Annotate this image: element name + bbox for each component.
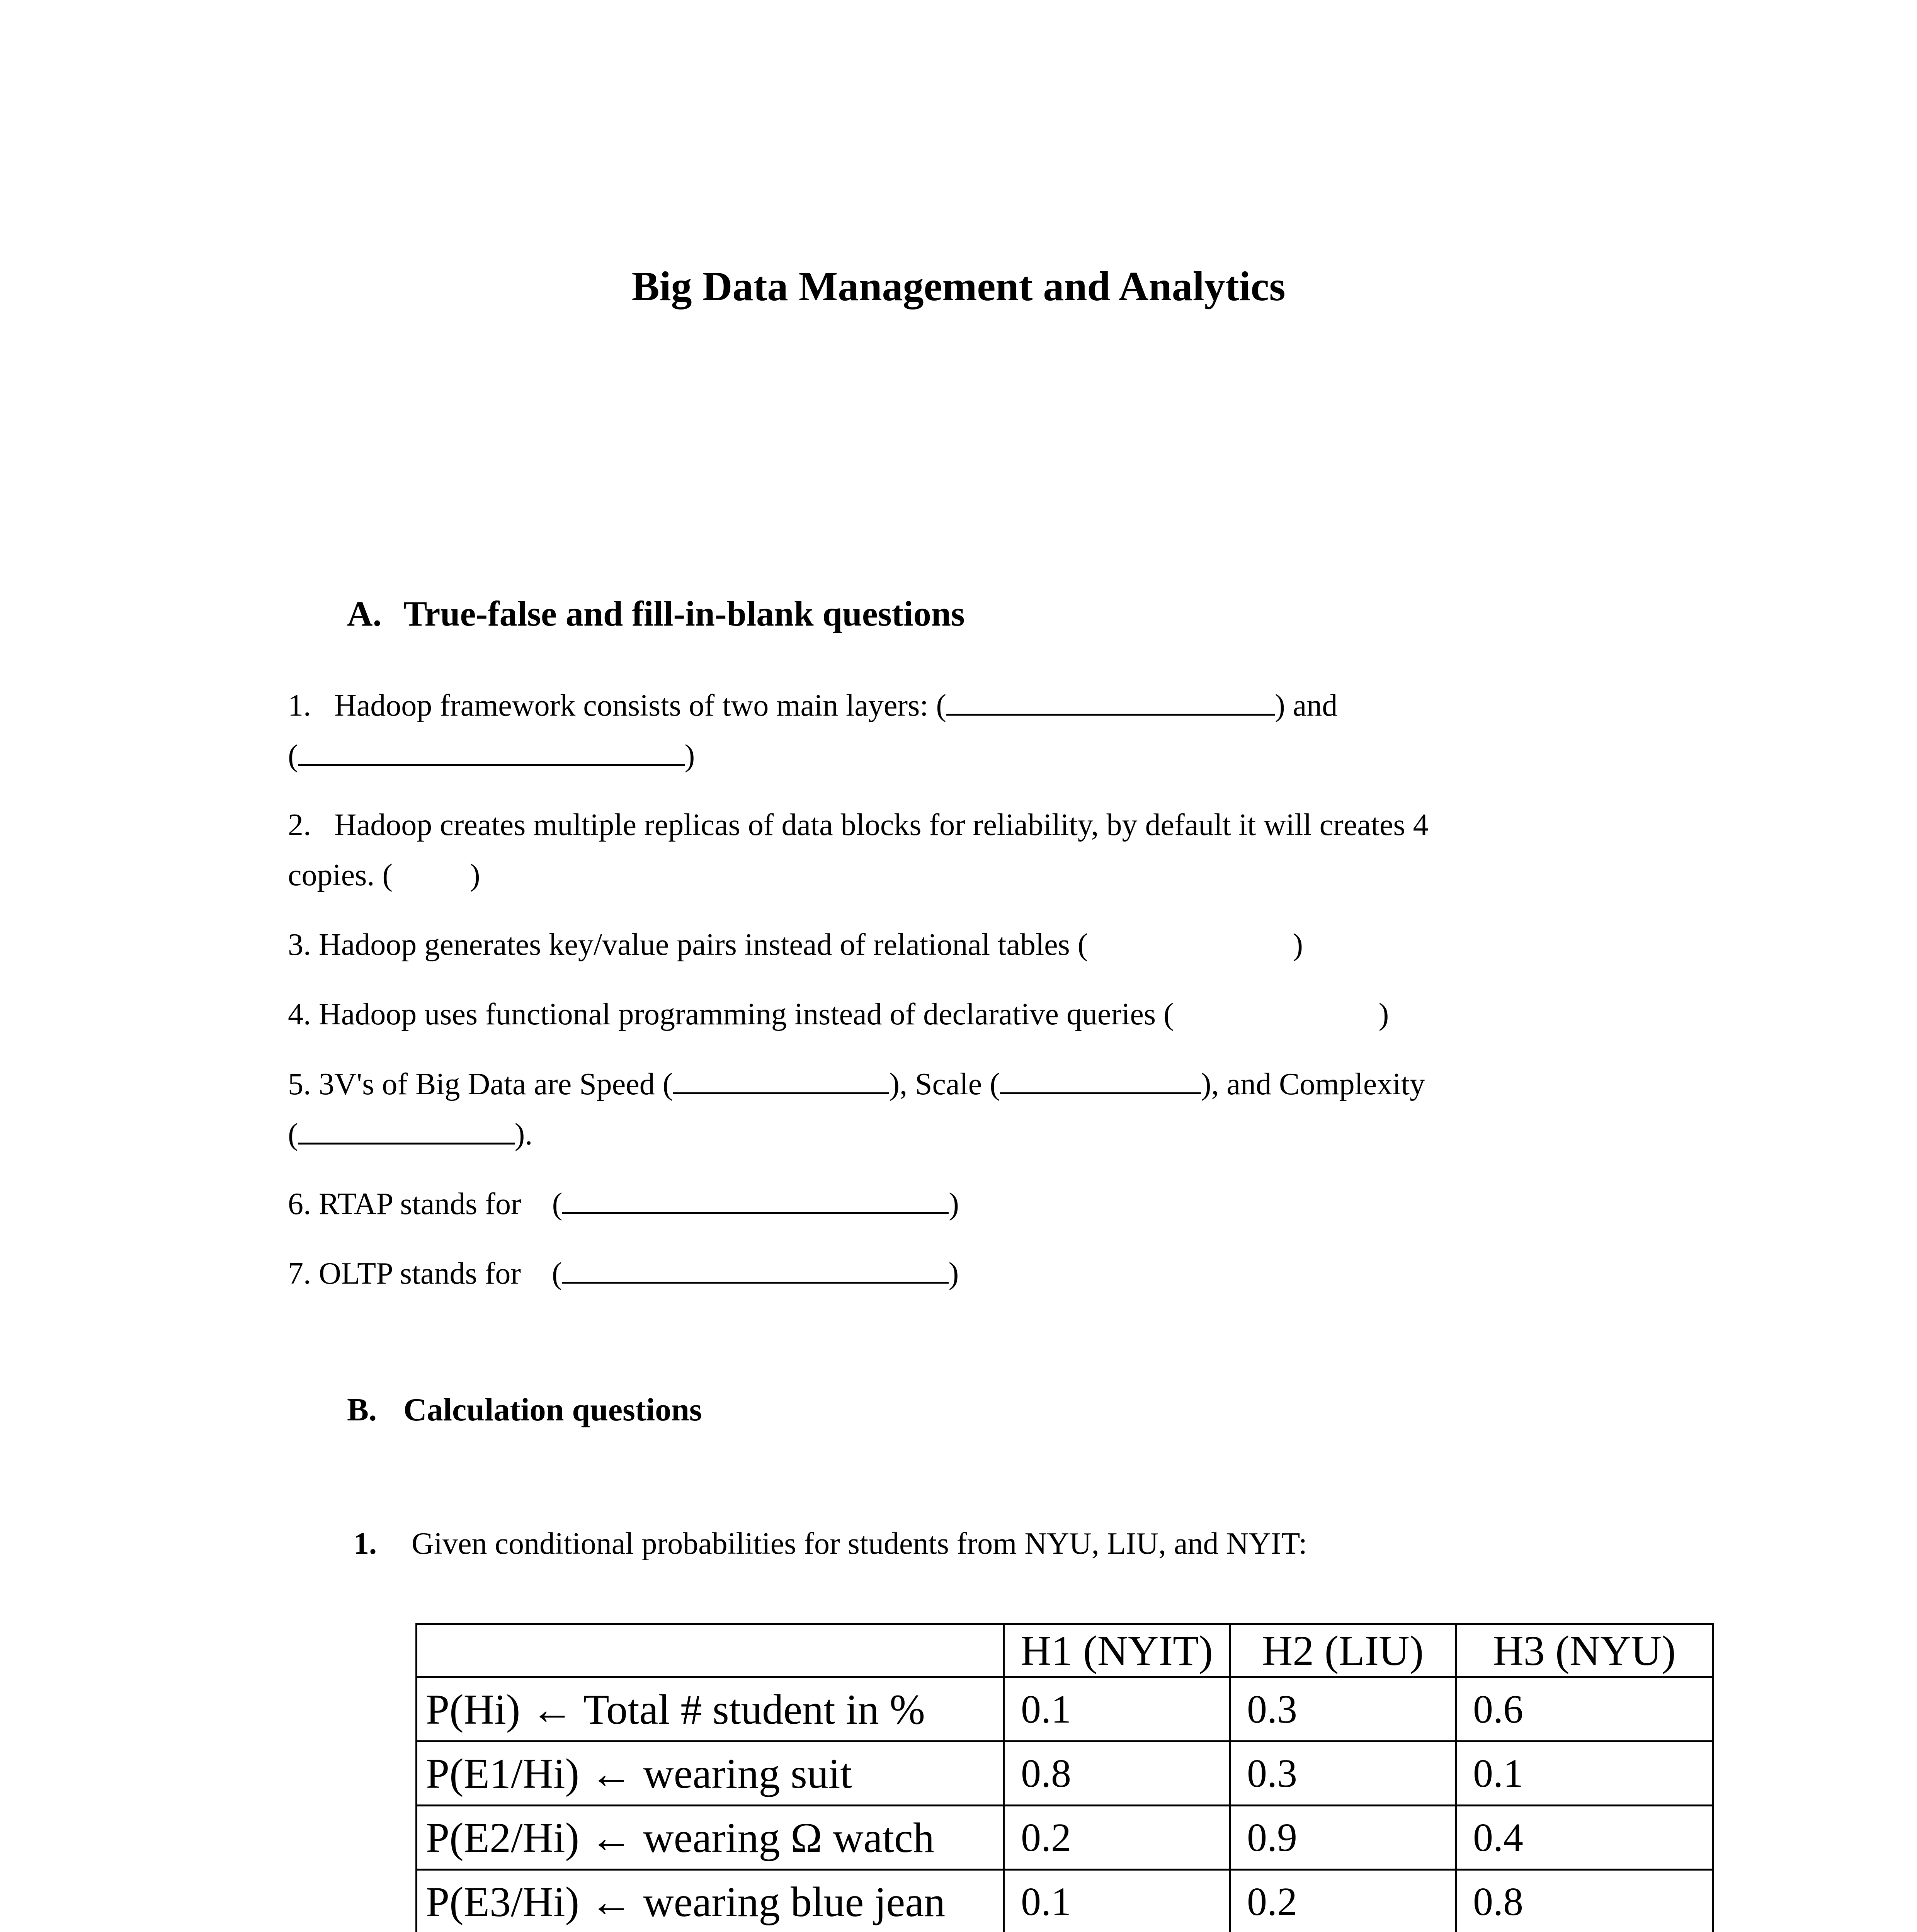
table-row	[417, 1806, 1713, 1870]
prob-desc: wearing Ω watch	[643, 1814, 934, 1861]
question-b1-label: 1.	[354, 1527, 377, 1561]
question-a3-close: )	[1293, 928, 1303, 962]
table-header-cell: H3 (NYU)	[1456, 1624, 1713, 1677]
table-row-label	[417, 1806, 1004, 1870]
arrow-left-icon: ←	[590, 1814, 633, 1861]
question-a2-line2	[288, 860, 480, 891]
prob-label: P(E2/Hi)	[426, 1814, 580, 1861]
question-a1-open: (	[288, 739, 298, 773]
probability-table	[415, 1623, 1714, 1932]
question-a4-close: )	[1378, 997, 1389, 1031]
table-cell: 0.8	[1456, 1870, 1713, 1932]
question-a5-close: ).	[514, 1117, 533, 1151]
table-cell: 0.9	[1230, 1806, 1456, 1870]
prob-label: P(Hi)	[426, 1685, 520, 1733]
prob-desc: wearing blue jean	[643, 1878, 946, 1925]
arrow-left-icon: ←	[590, 1878, 633, 1925]
question-a4	[288, 999, 1389, 1030]
table-cell: 0.2	[1004, 1806, 1230, 1870]
question-a7	[288, 1258, 959, 1289]
question-a2-open: copies. (	[288, 858, 393, 892]
prob-desc: wearing suit	[643, 1750, 852, 1797]
table-cell: 0.2	[1230, 1870, 1456, 1932]
table-cell: 0.1	[1456, 1742, 1713, 1806]
question-b1-text: Given conditional probabilities for students from NYU, LIU, and NYIT:	[412, 1527, 1307, 1561]
question-a2-close: )	[470, 858, 480, 892]
question-a3-text: 3. Hadoop generates key/value pairs instead of relational tables (	[288, 928, 1088, 962]
section-b-title: Calculation questions	[403, 1392, 702, 1428]
question-a1-close: )	[684, 739, 695, 773]
table-cell: 0.4	[1456, 1806, 1713, 1870]
table-row-label	[417, 1870, 1004, 1932]
table-cell: 0.1	[1004, 1677, 1230, 1742]
table-header-cell: H2 (LIU)	[1230, 1624, 1456, 1677]
table-cell: 0.6	[1456, 1677, 1713, 1742]
section-b-label: B.	[347, 1392, 377, 1428]
table-row-label	[417, 1677, 1004, 1742]
table-row-label	[417, 1742, 1004, 1806]
question-a3	[288, 929, 1303, 960]
table-cell: 0.3	[1230, 1677, 1456, 1742]
section-a-title: True-false and fill-in-blank questions	[403, 594, 965, 633]
blank-a5-scale[interactable]	[1000, 1068, 1201, 1094]
document-title: Big Data Management and Analytics	[631, 264, 1286, 310]
section-b-heading	[347, 1391, 702, 1429]
arrow-left-icon: ←	[590, 1750, 633, 1797]
question-a5-part2: ), Scale (	[889, 1067, 1000, 1101]
question-a1-text: 1. Hadoop framework consists of two main layers: (	[288, 689, 947, 723]
table-header-cell	[417, 1624, 1004, 1677]
blank-a1-second[interactable]	[298, 740, 685, 766]
table-header-row	[417, 1624, 1713, 1677]
question-a2-line1: 2. Hadoop creates multiple replicas of data blocks for reliability, by default it will creates 4	[288, 808, 1429, 842]
question-a5-line2	[288, 1119, 532, 1150]
question-a5-part3: ), and Complexity	[1201, 1067, 1425, 1101]
blank-a5-complexity[interactable]	[298, 1119, 515, 1145]
question-a1-mid: ) and	[1275, 689, 1338, 723]
blank-a7[interactable]	[562, 1258, 949, 1284]
question-a5-part1: 5. 3V's of Big Data are Speed (	[288, 1067, 673, 1101]
table-row	[417, 1870, 1713, 1932]
question-a5-open: (	[288, 1117, 298, 1151]
prob-label: P(E3/Hi)	[426, 1878, 580, 1925]
question-a1-line1	[288, 690, 1337, 721]
arrow-left-icon: ←	[531, 1685, 573, 1733]
question-a7-text: 7. OLTP stands for (	[288, 1257, 562, 1291]
section-a-label: A.	[347, 594, 382, 633]
question-a5-line1	[288, 1068, 1425, 1100]
table-cell: 0.1	[1004, 1870, 1230, 1932]
question-a1-line2	[288, 740, 695, 771]
table-cell: 0.8	[1004, 1742, 1230, 1806]
blank-a5-speed[interactable]	[673, 1068, 889, 1094]
question-a4-text: 4. Hadoop uses functional programming instead of declarative queries (	[288, 997, 1174, 1031]
section-a-heading	[347, 593, 965, 634]
table-cell: 0.3	[1230, 1742, 1456, 1806]
table-row	[417, 1742, 1713, 1806]
blank-a1-first[interactable]	[946, 690, 1275, 716]
question-b1	[354, 1528, 1307, 1559]
prob-label: P(E1/Hi)	[426, 1750, 580, 1797]
blank-a6[interactable]	[562, 1188, 949, 1214]
prob-desc: Total # student in %	[583, 1685, 925, 1733]
question-a6-text: 6. RTAP stands for (	[288, 1187, 563, 1221]
question-a6-close: )	[949, 1187, 959, 1221]
question-a7-close: )	[948, 1257, 959, 1291]
table-row	[417, 1677, 1713, 1742]
question-a6	[288, 1188, 959, 1219]
table-header-cell: H1 (NYIT)	[1004, 1624, 1230, 1677]
